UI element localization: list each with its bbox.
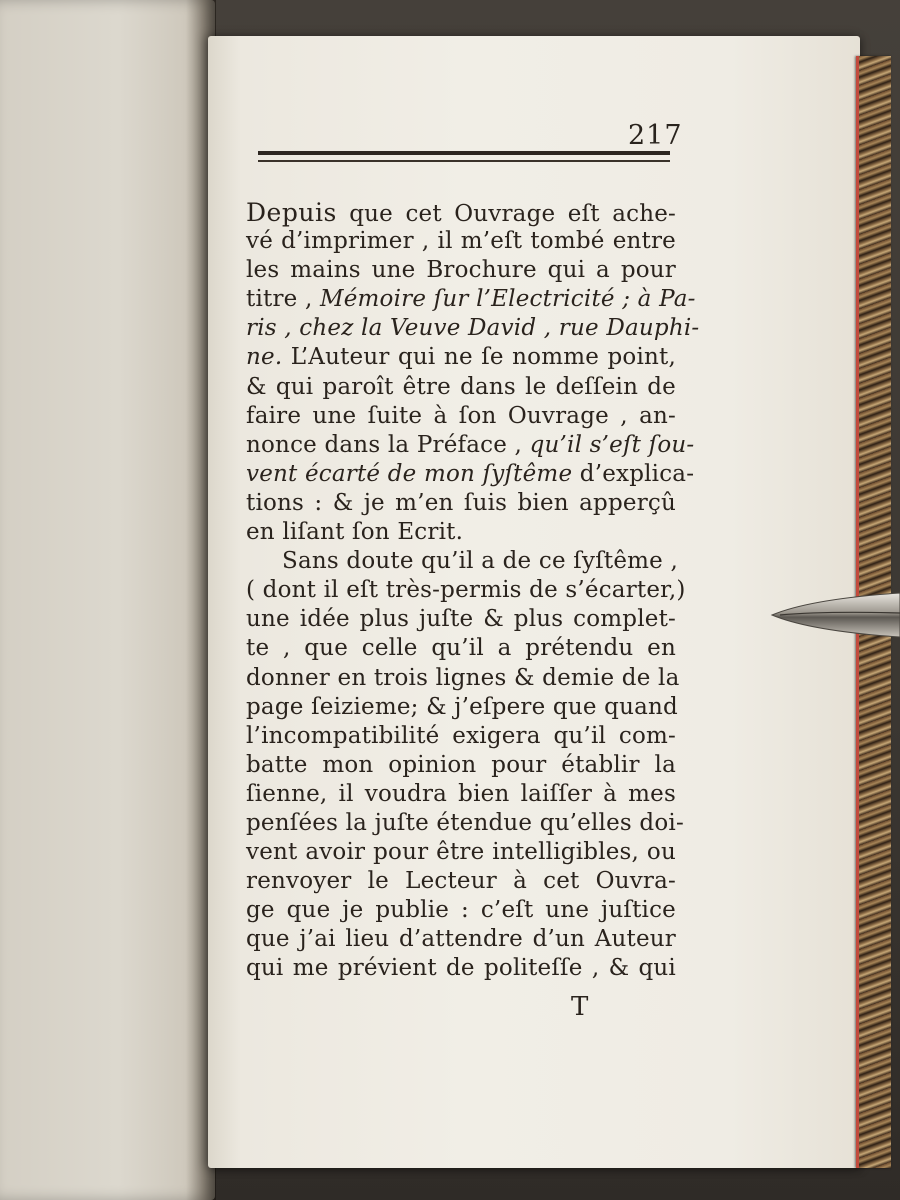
- text-line: donner en trois lignes & demie de la: [246, 664, 680, 691]
- text-line: les mains une Brochure qui a pour: [246, 257, 676, 284]
- header-rule-thick: [258, 151, 670, 155]
- text-line: & qui paroît être dans le deſſein de: [246, 373, 676, 400]
- text-line: penſées la juſte étendue qu’elles doi-: [246, 809, 684, 836]
- text-line: ge que je publie : c’eſt une juſtice: [246, 897, 676, 924]
- header-rule-thin: [258, 160, 670, 162]
- text-line: batte mon opinion pour établir la: [246, 751, 676, 778]
- text-line: vent avoir pour être intelligibles, ou: [246, 839, 676, 866]
- text-line: faire une ſuite à ſon Ouvrage , an-: [246, 402, 676, 429]
- text-line: titre , Mémoire ſur l’Electricité ; à Pa-: [246, 286, 696, 313]
- text-line: qui me prévient de politeſſe , & qui: [246, 955, 676, 982]
- text-line: te , que celle qu’il a prétendu en: [246, 635, 676, 662]
- text-line: vé d’imprimer , il m’eſt tombé entre: [246, 228, 676, 255]
- text-line: renvoyer le Lecteur à cet Ouvra-: [246, 868, 676, 895]
- text-line: nonce dans la Préface , qu’il s’eſt ſou-: [246, 431, 695, 458]
- text-line: que j’ai lieu d’attendre d’un Auteur: [246, 926, 676, 953]
- text-line: Depuis que cet Ouvrage eſt ache-: [246, 198, 676, 227]
- text-line: ( dont il eſt très-permis de s’écarter,): [246, 577, 686, 604]
- text-line: Sans doute qu’il a de ce ſyſtême ,: [282, 548, 679, 575]
- signature-mark: T: [571, 992, 589, 1022]
- text-line: vent écarté de mon ſyſtême d’explica-: [246, 460, 695, 487]
- text-line: ris , chez la Veuve David , rue Dauphi-: [246, 315, 700, 342]
- text-line: en liſant ſon Ecrit.: [246, 519, 464, 546]
- text-line: une idée plus juſte & plus complet-: [246, 606, 676, 633]
- text-line: tions : & je m’en ſuis bien apperçû: [246, 489, 676, 516]
- text-line: ſienne, il voudra bien laiſſer à mes: [246, 780, 676, 807]
- left-page: [0, 0, 215, 1200]
- body-text: [246, 198, 700, 984]
- metal-page-marker-icon: [770, 585, 900, 645]
- page-number: 217: [628, 120, 683, 151]
- drop-word: Depuis: [246, 198, 337, 227]
- text-line: page ſeizieme; & j’eſpere que quand: [246, 693, 678, 720]
- text-line: l’incompatibilité exigera qu’il com-: [246, 722, 676, 749]
- text-line: ne. L’Auteur qui ne ſe nomme point,: [246, 344, 676, 371]
